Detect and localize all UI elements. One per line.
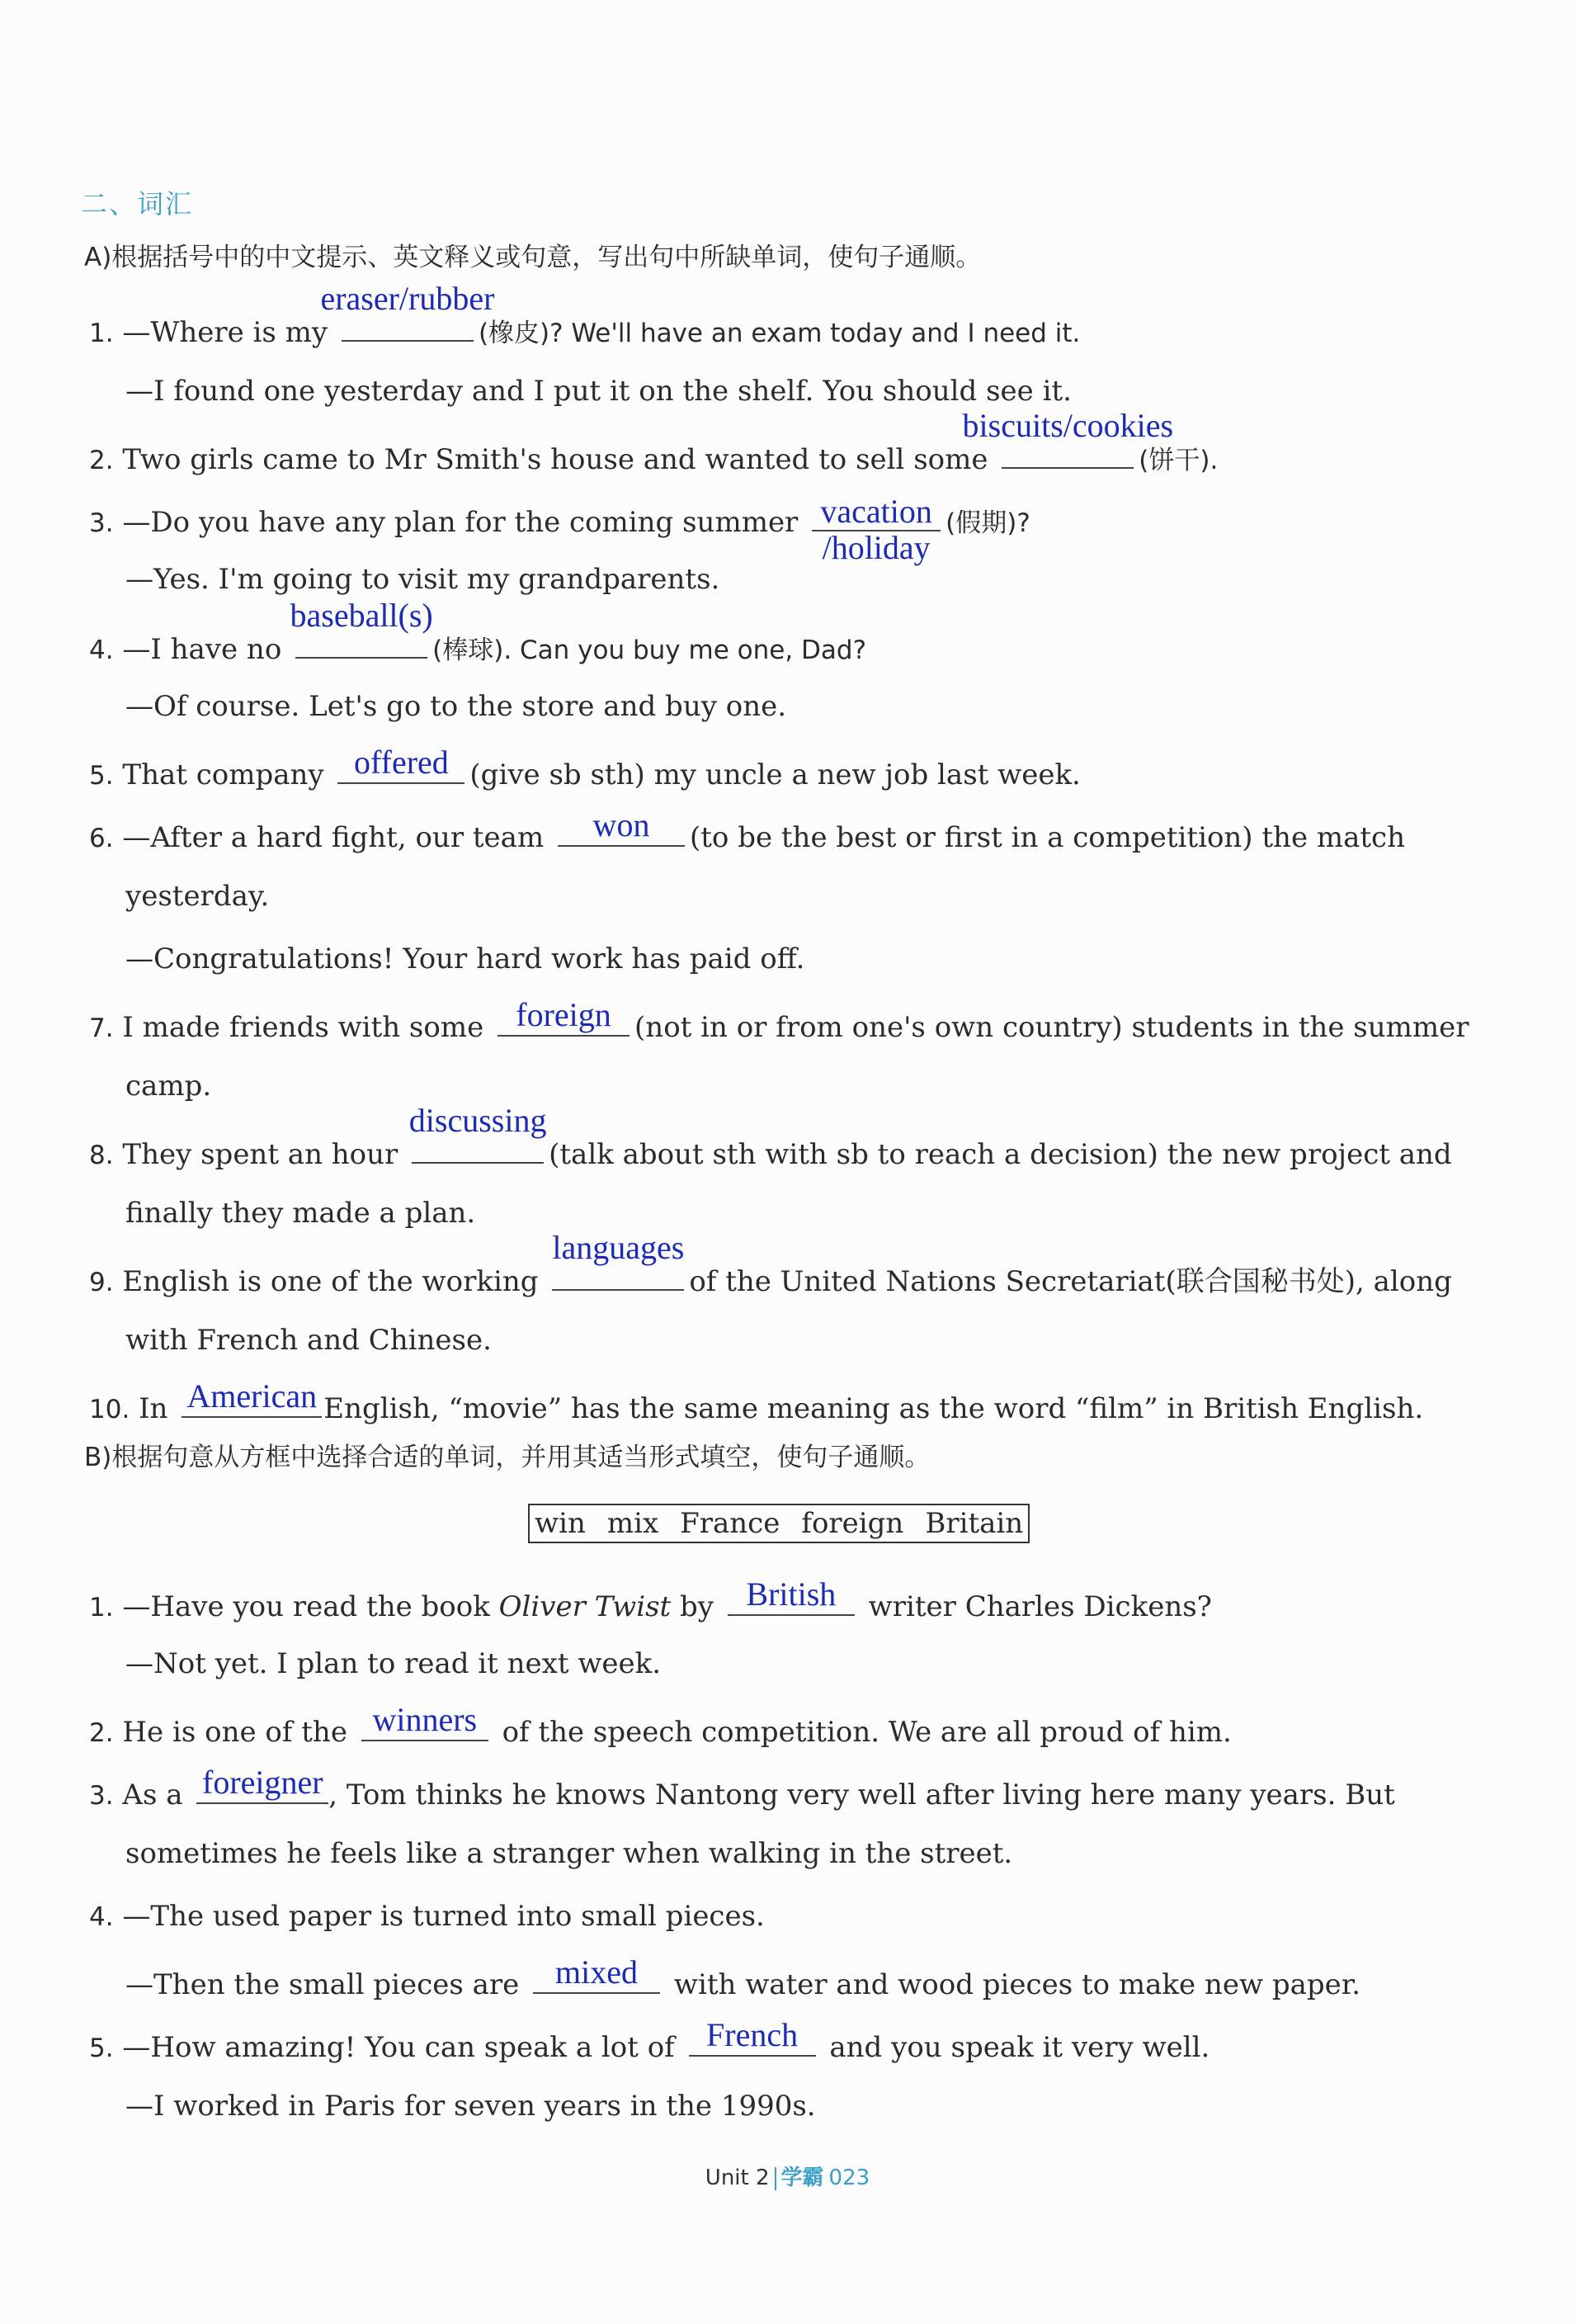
word-box-item: win	[535, 1507, 586, 1540]
item-number: 1.	[89, 1593, 114, 1623]
a6-answer: won	[592, 806, 650, 843]
b2-post: of the speech competition. We are all proud of him.	[502, 1716, 1232, 1749]
b5-pre: —How amazing! You can speak a lot of	[122, 2031, 675, 2064]
footer-page-number: 023	[828, 2166, 870, 2190]
a10-pre: In	[139, 1392, 168, 1425]
a10-blank[interactable]	[182, 1377, 322, 1418]
word-box-item: France	[680, 1507, 780, 1540]
item-number: 5.	[89, 2034, 114, 2063]
b2-answer: winners	[372, 1701, 478, 1738]
item-number: 6.	[89, 824, 114, 853]
b1-answer: British	[746, 1575, 837, 1613]
part-b-instruction: B)根据句意从方框中选择合适的单词，并用其适当形式填空，使句子通顺。	[84, 1443, 931, 1472]
b4-pre: —Then the small pieces are	[125, 1968, 520, 2001]
a7-blank[interactable]	[497, 996, 630, 1037]
b1-pre: —Have you read the book	[122, 1590, 490, 1623]
a6-pre: —After a hard fight, our team	[122, 821, 545, 854]
a8-line2: finally they made a plan.	[125, 1197, 476, 1230]
item-number: 2.	[89, 1718, 114, 1748]
a1-post: (橡皮)? We'll have an exam today and I need it.	[478, 319, 1081, 348]
b1-line1	[89, 1575, 1212, 1624]
item-number: 9.	[89, 1268, 114, 1297]
a9-post: of the United Nations Secretariat(联合国秘书处), along	[689, 1265, 1452, 1298]
item-number: 1.	[89, 319, 114, 348]
a7-post: (not in or from one's own country) students in the summer	[634, 1011, 1469, 1044]
b1-book-title: Oliver Twist	[498, 1590, 672, 1623]
a3-answer-alt: /holiday	[822, 529, 931, 566]
a9-answer: languages	[552, 1229, 685, 1266]
b2-pre: He is one of the	[122, 1716, 347, 1749]
b5-answer: French	[706, 2016, 799, 2053]
part-a-instruction: A)根据括号中的中文提示、英文释义或句意，写出句中所缺单词，使句子通顺。	[84, 243, 982, 272]
a8-pre: They spent an hour	[122, 1138, 398, 1171]
b3-pre: As a	[122, 1778, 183, 1811]
a1-line2: —I found one yesterday and I put it on the shelf. You should see it.	[125, 375, 1072, 408]
b4-answer: mixed	[555, 1953, 639, 1991]
b4-line2	[125, 1953, 1361, 2001]
word-box	[528, 1504, 1030, 1543]
a1-answer: eraser/rubber	[320, 280, 495, 317]
a10-line1	[89, 1377, 1424, 1426]
a4-answer: baseball(s)	[290, 597, 433, 634]
a6-line3: —Congratulations! Your hard work has paid off.	[125, 942, 805, 975]
b5-blank[interactable]	[689, 2016, 816, 2057]
word-box-item: mix	[606, 1507, 659, 1540]
b4-blank[interactable]	[533, 1953, 660, 1994]
a9-pre: English is one of the working	[122, 1265, 539, 1298]
a5-pre: That company	[122, 758, 324, 791]
b5-line2: —I worked in Paris for seven years in the 1990s.	[125, 2090, 816, 2123]
b2-blank[interactable]	[361, 1701, 488, 1741]
item-number: 4.	[89, 635, 114, 665]
a5-post: (give sb sth) my uncle a new job last week.	[469, 758, 1081, 791]
b4-line1	[89, 1900, 765, 1934]
a3-post: (假期)?	[945, 508, 1030, 538]
word-box-item: Britain	[925, 1507, 1024, 1540]
b5-post: and you speak it very well.	[829, 2031, 1210, 2064]
a4-blank[interactable]	[290, 597, 433, 659]
a2-pre: Two girls came to Mr Smith's house and wanted to sell some	[122, 443, 988, 476]
b1-mid: by	[680, 1590, 714, 1623]
b3-answer: foreigner	[202, 1764, 323, 1801]
a2-blank[interactable]	[962, 407, 1174, 469]
a6-line2: yesterday.	[125, 880, 270, 913]
a8-line1	[89, 1102, 1452, 1172]
a8-blank[interactable]	[408, 1102, 547, 1164]
item-number: 3.	[89, 508, 114, 538]
a7-line2: camp.	[125, 1070, 212, 1103]
item-number: 10.	[89, 1395, 130, 1424]
item-number: 5.	[89, 761, 114, 791]
a10-post: English, “movie” has the same meaning as the word “film” in British English.	[323, 1392, 1424, 1425]
a5-line1	[89, 744, 1081, 792]
a3-line2: —Yes. I'm going to visit my grandparents.	[125, 563, 720, 596]
a8-post: (talk about sth with sb to reach a decision) the new project and	[549, 1138, 1452, 1171]
a2-line1	[89, 407, 1219, 477]
b5-line1	[89, 2016, 1210, 2065]
a6-line1	[89, 806, 1405, 855]
item-number: 7.	[89, 1013, 114, 1043]
a10-answer: American	[186, 1377, 318, 1415]
a4-post: (棒球). Can you buy me one, Dad?	[432, 635, 867, 665]
b1-line2: —Not yet. I plan to read it next week.	[125, 1647, 662, 1680]
a4-pre: —I have no	[122, 633, 282, 666]
a3-line1	[89, 493, 1030, 566]
a1-blank[interactable]	[320, 280, 495, 342]
a6-post: (to be the best or first in a competition) the match	[690, 821, 1405, 854]
a7-answer: foreign	[516, 996, 611, 1033]
a4-line2: —Of course. Let's go to the store and buy one.	[125, 690, 787, 723]
a5-answer: offered	[354, 744, 449, 781]
item-number: 4.	[89, 1902, 114, 1932]
a4-line1	[89, 597, 867, 667]
word-box-item: foreign	[801, 1507, 904, 1540]
a8-answer: discussing	[408, 1102, 547, 1139]
a7-line1	[89, 996, 1469, 1045]
a9-line1	[89, 1229, 1452, 1299]
item-number: 2.	[89, 446, 114, 475]
section-title: 二、词汇	[81, 188, 194, 220]
b4-line1-text: —The used paper is turned into small pieces.	[122, 1900, 765, 1933]
b3-post: , Tom thinks he knows Nantong very well after living here many years. But	[328, 1778, 1395, 1811]
b1-post: writer Charles Dickens?	[868, 1590, 1212, 1623]
footer-brand: 学霸	[780, 2166, 824, 2190]
footer-separator	[775, 2167, 776, 2190]
a3-blank[interactable]	[812, 493, 941, 566]
b3-line1	[89, 1764, 1395, 1812]
b2-line1	[89, 1701, 1232, 1750]
a2-answer: biscuits/cookies	[962, 407, 1174, 444]
b3-blank[interactable]	[196, 1764, 328, 1804]
footer-unit: Unit 2	[705, 2166, 770, 2190]
a1-pre: —Where is my	[122, 316, 328, 349]
a6-blank[interactable]	[558, 806, 685, 847]
b3-line2: sometimes he feels like a stranger when walking in the street.	[125, 1837, 1013, 1870]
a2-post: (饼干).	[1139, 446, 1219, 475]
a9-line2: with French and Chinese.	[125, 1324, 492, 1357]
a3-pre: —Do you have any plan for the coming summer	[122, 506, 799, 539]
b4-post: with water and wood pieces to make new paper.	[673, 1968, 1361, 2001]
a7-pre: I made friends with some	[122, 1011, 484, 1044]
a1-line1	[89, 280, 1081, 350]
a3-answer: vacation	[820, 493, 932, 530]
a9-blank[interactable]	[552, 1229, 685, 1291]
item-number: 8.	[89, 1141, 114, 1170]
a5-blank[interactable]	[337, 744, 464, 784]
b1-blank[interactable]	[728, 1575, 855, 1616]
item-number: 3.	[89, 1781, 114, 1811]
page-footer	[0, 2161, 1575, 2191]
